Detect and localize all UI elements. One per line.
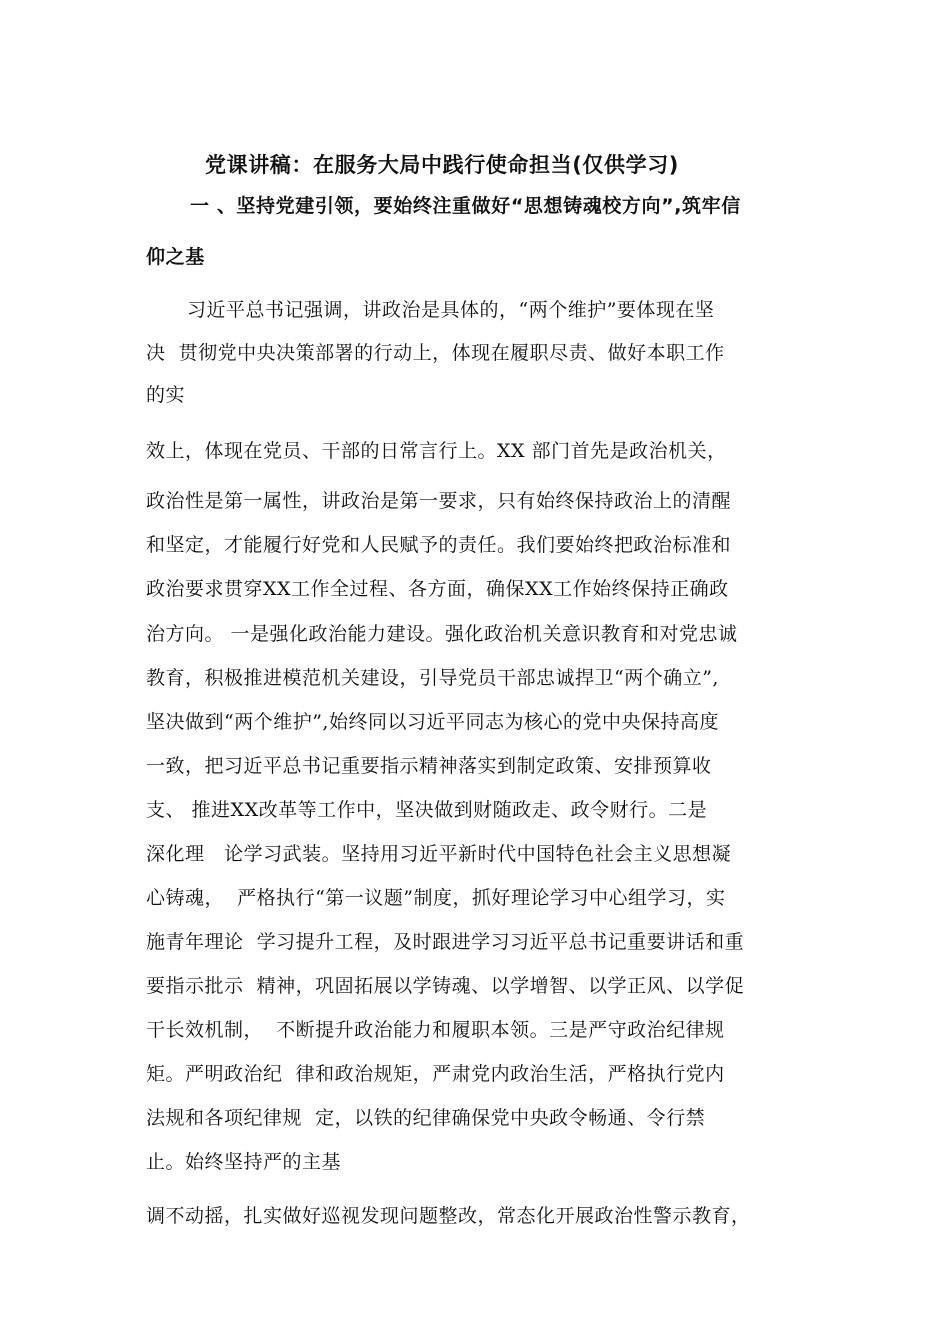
paragraph-line: 政治要求贯穿XX工作全过程、各方面，确保XX工作始终保持正确政 — [146, 578, 729, 600]
paragraph-line: 的实 — [146, 384, 186, 406]
paragraph-line: 坚决做到“两个维护”,始终同以习近平同志为核心的党中央保持高度 — [146, 711, 719, 733]
paragraph-line: 心铸魂， 严格执行“第一议题”制度，抓好理论学习中心组学习，实 — [146, 887, 726, 909]
paragraph-line: 习近平总书记强调，讲政治是具体的，“两个维护”要体现在坚 — [187, 299, 715, 321]
paragraph-line: 调不动摇，扎实做好巡视发现问题整改，常态化开展政治性警示教育， — [146, 1205, 751, 1227]
paragraph-line: 决 贯彻党中央决策部署的行动上，体现在履职尽责、做好本职工作 — [146, 342, 725, 364]
paragraph-line: 深化理 论学习武装。坚持用习近平新时代中国特色社会主义思想凝 — [146, 843, 732, 865]
paragraph-line: 矩。严明政治纪 律和政治规矩，严肃党内政治生活，严格执行党内 — [146, 1063, 725, 1085]
paragraph-line: 政治性是第一属性，讲政治是第一要求，只有始终保持政治上的清醒 — [146, 490, 732, 512]
paragraph-line: 施青年理论 学习提升工程，及时跟进学习习近平总书记重要讲话和重 — [146, 931, 745, 953]
paragraph-line: 干长效机制， 不断提升政治能力和履职本领。三是严守政治纪律规 — [146, 1019, 725, 1041]
paragraph-line: 治方向。 一是强化政治能力建设。强化政治机关意识教育和对党忠诚 — [146, 623, 738, 645]
section-heading-line-1: 一 、坚持党建引领，要始终注重做好“思想铸魂校方向”,筑牢信 — [190, 195, 741, 217]
section-heading-line-2: 仰之基 — [146, 246, 205, 268]
paragraph-line: 一致，把习近平总书记重要指示精神落实到制定政策、安排预算收 — [146, 755, 712, 777]
paragraph-line: 要指示批示 精神，巩固拓展以学铸魂、以学增智、以学正风、以学促 — [146, 975, 745, 997]
page-title: 党课讲稿：在服务大局中践行使命担当(仅供学习) — [205, 153, 679, 177]
paragraph-line: 效上，体现在党员、干部的日常言行上。XX 部门首先是政治机关， — [146, 440, 727, 462]
paragraph-line: 法规和各项纪律规 定，以铁的纪律确保党中央政令畅通、令行禁 — [146, 1107, 706, 1129]
paragraph-line: 支、 推进XX改革等工作中，坚决做到财随政走、政令财行。二是 — [146, 799, 708, 821]
paragraph-line: 教育，积极推进模范机关建设，引导党员干部忠诚捍卫“两个确立”, — [146, 667, 719, 689]
paragraph-line: 止。始终坚持严的主基 — [146, 1151, 342, 1173]
paragraph-line: 和坚定，才能履行好党和人民赋予的责任。我们要始终把政治标准和 — [146, 534, 732, 556]
